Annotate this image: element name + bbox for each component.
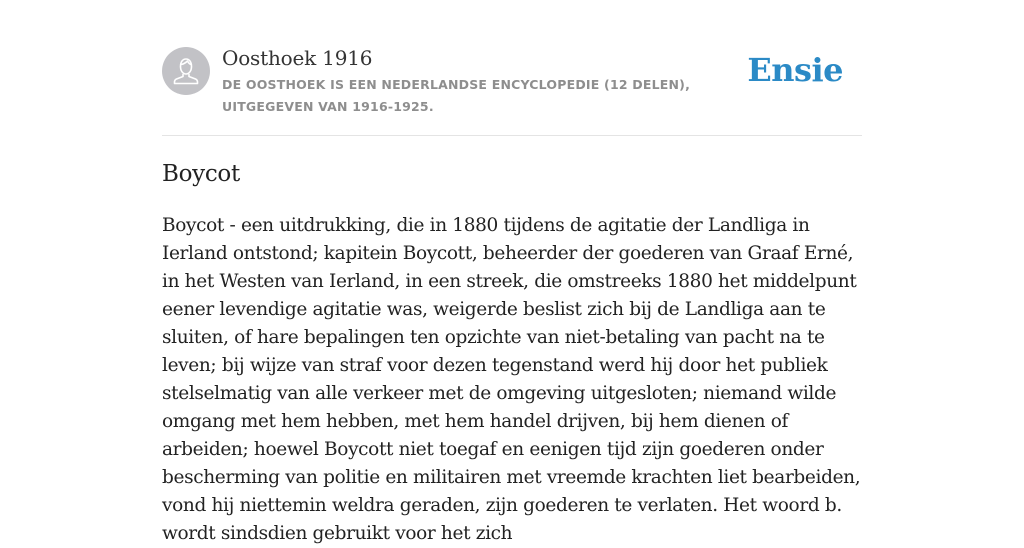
article-title: Boycot	[162, 161, 240, 187]
source-avatar[interactable]	[162, 47, 210, 95]
article-body: Boycot - een uitdrukking, die in 1880 tijdens de agitatie der Landliga in Ierland ontstond; kapitein Boycott, beheerder der goederen van Graaf Erné, in het Westen van Ierland, in een streek, die omstreeks 1880 het middelpunt eener levendige agitatie was, weigerde beslist zich bij de Landliga aan te sluiten, of hare bepalingen ten opzichte van niet-betaling van pacht na te leven; bij wijze van straf voor dezen tegenstand werd hij door het publiek stelselmatig van alle verkeer met de omgeving uitgesloten; niemand wilde omgang met hem hebben, met hem handel drijven, bij hem dienen of arbeiden; hoewel Boycott niet toegaf en eenigen tijd zijn goederen onder bescherming van politie en militairen met vreemde krachten liet bearbeiden, vond hij niettemin weldra geraden, zijn goederen te verlaten. Het woord b. wordt sindsdien gebruikt voor het zich	[162, 215, 861, 544]
source-description: DE OOSTHOEK IS EEN NEDERLANDSE ENCYCLOPEDIE (12 DELEN), UITGEGEVEN VAN 1916-1925.	[222, 77, 691, 114]
source-info	[222, 46, 762, 118]
header-divider	[162, 135, 862, 136]
user-silhouette-icon	[162, 47, 210, 95]
source-header	[162, 46, 862, 136]
source-name[interactable]: Oosthoek 1916	[222, 46, 373, 70]
article-page	[162, 0, 862, 544]
ensie-logo[interactable]: Ensie	[747, 51, 843, 89]
